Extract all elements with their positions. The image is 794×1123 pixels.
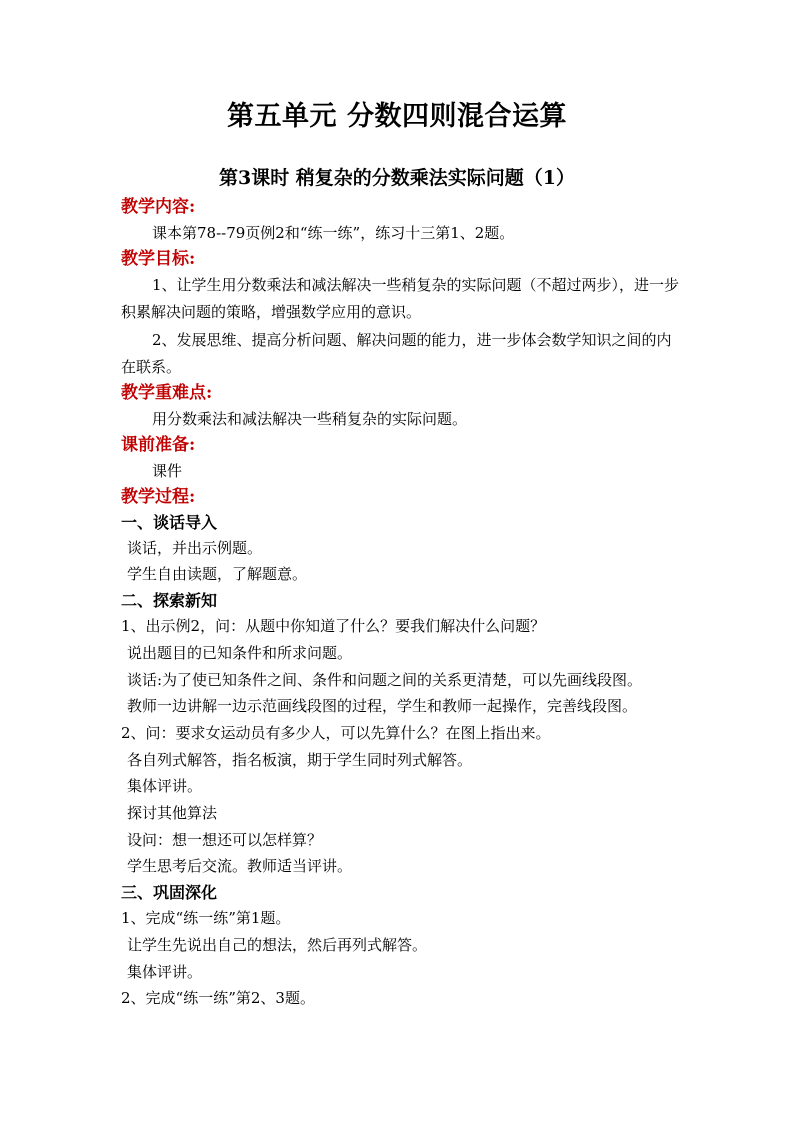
objective-item: 1、让学生用分数乘法和减法解决一些稍复杂的实际问题（不超过两步），进一步积累解决问题的策略，增强数学应用的意识。 [121, 275, 680, 322]
section-title: 三、巩固深化 [121, 883, 218, 903]
process-line: 1、完成“练一练”第1题。 [121, 909, 291, 928]
heading-process: 教学过程: [121, 486, 196, 507]
heading-content: 教学内容: [121, 197, 196, 217]
process-line: 学生自由读题，了解题意。 [127, 565, 308, 584]
process-line: 2、完成“练一练”第2、3题。 [121, 989, 315, 1008]
section-title: 二、探索新知 [121, 591, 218, 611]
process-line: 设问：想一想还可以怎样算？ [127, 830, 323, 849]
preparation-text: 课件 [152, 462, 183, 481]
heading-keypoints: 教学重难点: [121, 383, 213, 404]
process-line: 探讨其他算法 [127, 804, 218, 823]
lesson-subtitle: 第3课时 稍复杂的分数乘法实际问题（1） [218, 167, 576, 189]
process-line: 各自列式解答，指名板演，期于学生同时列式解答。 [127, 750, 473, 769]
lesson-body [121, 195, 681, 1012]
process-line: 谈话:为了使已知条件之间、条件和问题之间的关系更清楚，可以先画线段图。 [127, 670, 643, 689]
process-line: 谈话，并出示例题。 [127, 538, 263, 557]
objective-item: 2、发展思维、提高分析问题、解决问题的能力，进一步体会数学知识之间的内在联系。 [121, 330, 672, 376]
keypoints-text: 用分数乘法和减法解决一些稍复杂的实际问题。 [152, 410, 468, 429]
page-title: 第五单元 分数四则混合运算 [227, 101, 567, 132]
heading-preparation: 课前准备: [121, 435, 196, 456]
content-text: 课本第78--79页例2和“练一练”，练习十三第1、2题。 [152, 224, 515, 242]
process-line: 教师一边讲解一边示范画线段图的过程，学生和教师一起操作，完善线段图。 [127, 697, 638, 716]
process-line: 1、出示例2，问：从题中你知道了什么？要我们解决什么问题？ [121, 617, 546, 636]
process-line: 2、问：要求女运动员有多少人，可以先算什么？在图上指出来。 [121, 723, 551, 742]
process-line: 集体评讲。 [127, 777, 203, 796]
process-line: 说出题目的已知条件和所求问题。 [127, 643, 353, 662]
section-title: 一、谈话导入 [121, 512, 218, 532]
process-line: 集体评讲。 [127, 962, 203, 981]
process-line: 学生思考后交流。教师适当评讲。 [127, 857, 353, 876]
heading-objectives: 教学目标: [121, 248, 196, 269]
process-line: 让学生先说出自己的想法，然后再列式解答。 [127, 935, 428, 954]
